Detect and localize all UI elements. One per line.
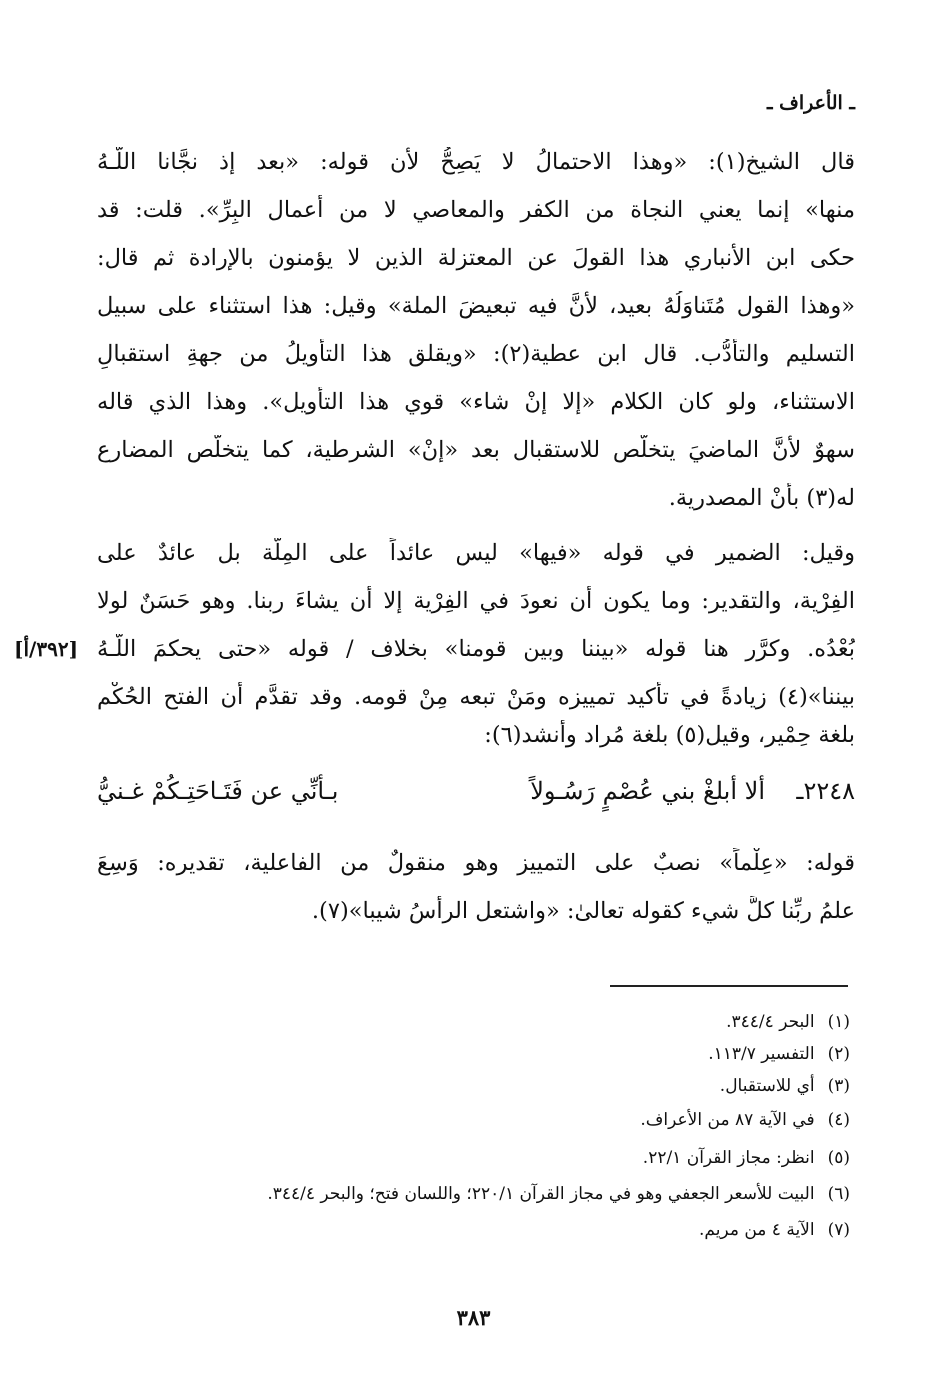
footnote-number: (١) [827, 1012, 850, 1032]
poetry-verse [97, 771, 855, 811]
footnote-text: التفسير ١١٣/٧. [708, 1044, 815, 1064]
footnote-7 [699, 1218, 850, 1242]
para3-line-1: قوله: «عِلْماً» نصبٌ على التمييز وهو منقولٌ من الفاعلية، تقديره: وَسِعَ [97, 850, 855, 876]
para1-line-6: الاستثناء، ولو كان الكلام «إلا إنْ شاء» قوي هذا التأويل». وهذا الذي قاله [97, 389, 855, 415]
para2-line-3: بُعْدُه. وكرَّر هنا قوله «بيننا وبين قومنا» بخلاف / قوله «حتى يحكمَ اللّـهُ [97, 636, 855, 662]
page-number: ٣٨٣ [456, 1305, 491, 1330]
footnote-text: الآية ٤ من مريم. [698, 1220, 815, 1240]
footnote-5 [643, 1146, 850, 1170]
footnote-number: (٣) [827, 1076, 850, 1096]
manuscript-folio-reference: [٣٩٢/أ] [14, 637, 79, 661]
para2-line-1: وقيل: الضمير في قوله «فيها» ليس عائداً على المِلَّة بل عائدٌ على [97, 540, 855, 566]
footnote-3 [720, 1074, 850, 1098]
footnote-text: البحر ٣٤٤/٤. [726, 1012, 815, 1032]
verse-second-hemistich: بـأنِّي عن فَتَـاحَتِـكُمْ غـنيُّ [97, 777, 339, 805]
para1-line-4: «وهذا القول مُتَناوَلُهُ بعيد، لأنَّ فيه تبعيضَ الملة» وقيل: هذا استثناء على سبيل [97, 293, 855, 319]
para1-line-7: سهوٌ لأنَّ الماضيَ يتخلَّص للاستقبال بعد «إنْ» الشرطية، كما يتخلَّص المضارع [97, 437, 855, 463]
para2-line-5: بلغة حِمْير، وقيل(٥) بلغة مُراد وأنشد(٦): [484, 722, 855, 748]
footnote-number: (٦) [827, 1184, 850, 1204]
footnote-number: (٤) [827, 1110, 850, 1130]
footnote-text: أي للاستقبال. [719, 1076, 815, 1096]
verse-first-hemistich: ألا أبلغْ بني عُصْمٍ رَسُـولاً [530, 777, 765, 805]
para2-line-4: بيننا»(٤) زيادةً في تأكيد تمييزه ومَنْ تبعه مِنْ قومه. وقد تقدَّم أن الفتح الحُكْم [97, 684, 855, 710]
para3-line-2: علمُ ربِّنا كلَّ شيء كقوله تعالىٰ: «واشتعل الرأسُ شيبا»(٧). [311, 898, 855, 924]
para1-line-8: له(٣) بأَنْ المصدرية. [668, 485, 855, 511]
para1-line-2: منها» إنما يعني النجاة من الكفر والمعاصي لا من أعمال البِرِّ». قلت: قد [97, 197, 855, 223]
verse-number: ٢٢٤٨ـ [796, 777, 855, 805]
para1-line-5: التسليم والتأدُّب. قال ابن عطية(٢): «ويقلق هذا التأويلُ من جهةِ استقبالِ [97, 341, 855, 367]
footnote-1 [726, 1010, 850, 1034]
footnote-text: انظر: مجاز القرآن ٢٢/١. [642, 1148, 815, 1168]
para1-line-1: قال الشيخ(١): «وهذا الاحتمالُ لا يَصِحُّ لأن قوله: «بعد إذ نجَّانا اللّـهُ [97, 149, 855, 175]
para1-line-3: حكى ابن الأنباري هذا القولَ عن المعتزلة الذين لا يؤمنون بالإرادة ثم قال: [97, 245, 855, 271]
footnote-4 [640, 1108, 850, 1132]
footnote-separator [610, 985, 848, 987]
footnote-6 [267, 1182, 850, 1206]
footnote-number: (٢) [827, 1044, 850, 1064]
para2-line-2: الفِرْية، والتقدير: وما يكون أن نعودَ في الفِرْية إلا أن يشاءَ ربنا. وهو حَسَنٌ لولا [97, 588, 855, 614]
footnote-text: البيت للأسعر الجعفي وهو في مجاز القرآن ٢٢٠/١؛ واللسان فتح؛ والبحر ٣٤٤/٤. [267, 1184, 815, 1204]
footnote-2 [708, 1042, 850, 1066]
footnote-text: في الآية ٨٧ من الأعراف. [640, 1110, 815, 1130]
chapter-header: ـ الأعراف ـ [766, 92, 855, 114]
footnote-number: (٧) [827, 1220, 850, 1240]
footnote-number: (٥) [827, 1148, 850, 1168]
